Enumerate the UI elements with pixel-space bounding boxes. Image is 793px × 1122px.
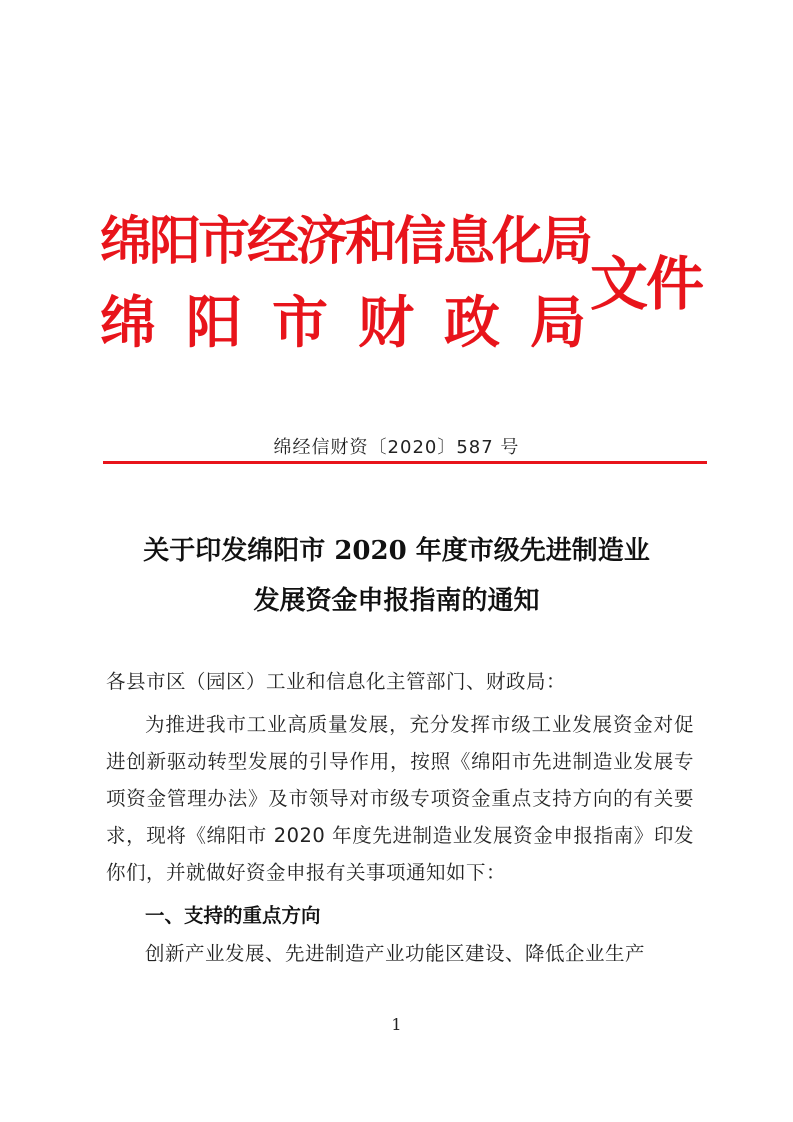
issuer-line-2-char: 绵	[100, 291, 156, 356]
issuer-line-2-char: 政	[444, 291, 500, 356]
issuer-line-2-char: 财	[358, 291, 414, 356]
page-number: 1	[391, 1015, 402, 1034]
section-heading-1: 一、支持的重点方向	[145, 904, 321, 927]
document-title-line-1: 关于印发绵阳市 2020 年度市级先进制造业	[143, 536, 650, 566]
paragraph-1: 为推进我市工业高质量发展，充分发挥市级工业发展资金对促进创新驱动转型发展的引导作用，按照《绵阳市先进制造业发展专项资金管理办法》及市领导对市级专项资金重点支持方向的有关要求，现将《绵阳市 2020 年度先进制造业发展资金申报指南》印发你们，并就做好资金申报有关事项通知如下：	[106, 713, 694, 884]
red-divider	[103, 461, 707, 464]
issuer-line-2-char: 局	[530, 291, 586, 356]
issuer-line-1: 绵阳市经济和信息化局	[100, 212, 591, 272]
document-number: 绵经信财资〔2020〕587 号	[273, 437, 520, 458]
issuer-line-2-char: 市	[272, 291, 328, 356]
issuer-line-2	[100, 292, 586, 356]
issuer-line-2-char: 阳	[186, 291, 242, 356]
issuer-header	[100, 210, 703, 360]
paragraph-2: 创新产业发展、先进制造产业功能区建设、降低企业生产	[145, 942, 646, 965]
issuer-suffix: 文件	[590, 250, 703, 318]
salutation: 各县市区（园区）工业和信息化主管部门、财政局：	[106, 670, 567, 693]
document-title-line-2: 发展资金申报指南的通知	[253, 586, 540, 616]
